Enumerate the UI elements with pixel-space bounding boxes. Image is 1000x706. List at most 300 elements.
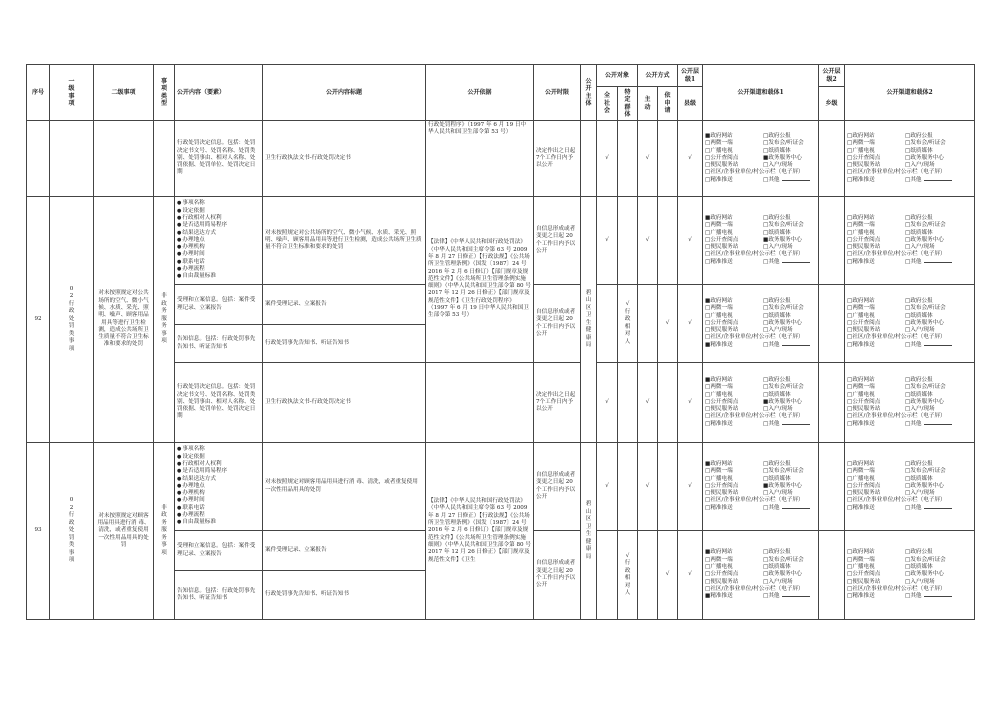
period-cell: 决定作出之日起7个工作日内予以公开 (534, 363, 581, 443)
unchecked-box-icon: □ (847, 236, 853, 243)
other-blank (924, 508, 952, 509)
unchecked-box-icon: □ (905, 154, 911, 161)
target-all-cell: √ (597, 443, 618, 531)
seq-cell (27, 121, 50, 197)
channel-option (705, 169, 819, 176)
unchecked-box-icon: □ (705, 406, 711, 413)
channel-option (847, 392, 905, 399)
list-item: ● 设定依据 (177, 208, 260, 215)
channel-label: 政府公报 (910, 214, 933, 221)
channel-label: 精准推送 (852, 504, 875, 511)
channel-option (705, 413, 819, 420)
unchecked-box-icon: □ (905, 384, 911, 391)
channel-option (705, 305, 763, 312)
table-row (27, 197, 975, 285)
period-cell: 自信息形成或者变更之日起 20 个工作日内予以公开 (534, 197, 581, 285)
channel-label: 公开查阅点 (852, 236, 881, 243)
method-apply-cell (658, 363, 678, 443)
unchecked-box-icon: □ (847, 258, 853, 265)
unchecked-box-icon: □ (705, 162, 711, 169)
other-blank (782, 262, 810, 263)
channel-option (847, 571, 905, 578)
level1-cell: 0 2行政处罚类事项 (50, 443, 94, 620)
list-item: ● 行政相对人权利 (177, 215, 260, 222)
list-item: ● 办理机构 (177, 490, 260, 497)
channel-label: 其他 (910, 258, 922, 265)
channel-label: 两微一端 (710, 140, 733, 147)
channel-label: 公开查阅点 (852, 571, 881, 578)
unchecked-box-icon: □ (705, 556, 711, 563)
header-title: 公开内容标题 (263, 65, 426, 121)
header-target-all: 全社会 (597, 87, 618, 121)
channel-label: 精准推送 (710, 504, 733, 511)
unchecked-box-icon: □ (705, 244, 711, 251)
list-item: ● 办理流程 (177, 266, 260, 273)
period-cell: 决定作出之日起7个工作日内予以公开 (534, 121, 581, 197)
unchecked-box-icon: □ (847, 475, 853, 482)
channel-option (905, 148, 961, 155)
unchecked-box-icon: □ (847, 398, 853, 405)
channel-label: 便民服务站 (710, 327, 739, 334)
other-blank (924, 180, 952, 181)
channels2-cell (845, 197, 975, 285)
channel-label: 政务服务中心 (910, 236, 944, 243)
method-active-cell (638, 285, 658, 363)
unchecked-box-icon: □ (905, 297, 911, 304)
header-subject: 公开主体 (581, 65, 597, 121)
channel-label: 政务服务中心 (910, 398, 944, 405)
list-item: ● 行政相对人权利 (177, 461, 260, 468)
channel-label: 其他 (910, 420, 922, 427)
township-cell (819, 285, 845, 363)
unchecked-box-icon: □ (905, 460, 911, 467)
list-item: ● 自由裁量标准 (177, 519, 260, 526)
unchecked-box-icon: □ (905, 341, 911, 348)
channel-option (763, 140, 819, 147)
channel-label: 政府公报 (768, 549, 791, 556)
county-cell: √ (678, 531, 703, 620)
title-cell: 对未按照规定对公共场所的空气、微小气候、水质、采光、照明、噪声、顾客用品用具等进行卫生检测，造成公共场所卫生质量不符合卫生标准和要求的处罚 (263, 197, 426, 285)
level2-cell (94, 121, 154, 197)
channel-label: 政务服务中心 (768, 482, 802, 489)
unchecked-box-icon: □ (763, 258, 769, 265)
channel-option (705, 230, 763, 237)
unchecked-box-icon: □ (847, 578, 853, 585)
channel-label: 精准推送 (710, 341, 733, 348)
unchecked-box-icon: □ (763, 384, 769, 391)
unchecked-box-icon: □ (905, 258, 911, 265)
basis-cell (426, 363, 534, 443)
unchecked-box-icon: □ (705, 229, 711, 236)
level1-cell (50, 121, 94, 197)
unchecked-box-icon: □ (705, 154, 711, 161)
header-row-1 (27, 65, 975, 87)
target-group-cell (618, 443, 638, 531)
channel-label: 政府公报 (910, 297, 933, 304)
channels2-cell (845, 285, 975, 363)
list-item: ● 办理时间 (177, 497, 260, 504)
county-cell: √ (678, 197, 703, 285)
subject-cell: 碧山区卫生健康局 (581, 443, 597, 620)
channel-label: 便民服务站 (710, 162, 739, 169)
channel-label: 发布会/听证会 (910, 468, 946, 475)
unchecked-box-icon: □ (763, 564, 769, 571)
channel-label: 精准推送 (852, 258, 875, 265)
unchecked-box-icon: □ (847, 154, 853, 161)
type-cell (154, 121, 175, 197)
channel-option (847, 476, 905, 483)
channel-label: 纸质媒体 (910, 147, 933, 154)
unchecked-box-icon: □ (705, 571, 711, 578)
channels2-cell (845, 121, 975, 197)
channel-label: 广播电视 (710, 564, 733, 571)
header-level1: 一级事项 (50, 65, 94, 121)
unchecked-box-icon: □ (905, 398, 911, 405)
channel-option (847, 251, 961, 258)
channel-label: 广播电视 (710, 147, 733, 154)
unchecked-box-icon: □ (705, 413, 711, 420)
method-active-cell: √ (638, 197, 658, 285)
channel-label: 纸质媒体 (910, 564, 933, 571)
unchecked-box-icon: □ (763, 549, 769, 556)
channel-label: 广播电视 (852, 475, 875, 482)
checked-box-icon: ■ (705, 297, 711, 304)
unchecked-box-icon: □ (905, 140, 911, 147)
channel-label: 入户/现场 (910, 490, 935, 497)
list-item: ● 是否适用简易程序 (177, 222, 260, 229)
unchecked-box-icon: □ (905, 468, 911, 475)
channel-label: 政府公报 (910, 376, 933, 383)
other-blank (924, 424, 952, 425)
unchecked-box-icon: □ (847, 162, 853, 169)
seq-cell: 92 (27, 197, 50, 443)
channel-option (705, 148, 763, 155)
unchecked-box-icon: □ (705, 258, 711, 265)
unchecked-box-icon: □ (847, 497, 853, 504)
channel-label: 其他 (768, 176, 780, 183)
basis-cell: 【法律】《中华人民共和国行政处罚法》（中华人民共和国主席令第 63 号 2009 年 8 月 27 日修正）【行政法规】《公共场所卫生管理条例》（国发〔1987〕24 号 2016 年 2 月 6 日修订）【部门规章及规范性文件】《公共场所卫生管理条例实施细则》（中华人民共和国卫生部令第 80 号 2017 年 12 月 26 日修正）【部门规章及规范性文件】《卫生 (426, 443, 534, 620)
channel-label: 政府公报 (768, 460, 791, 467)
unchecked-box-icon: □ (905, 571, 911, 578)
channel-label: 广播电视 (852, 391, 875, 398)
unchecked-box-icon: □ (763, 460, 769, 467)
method-apply-cell (658, 197, 678, 285)
township-cell (819, 443, 845, 531)
channel-label: 政府网站 (852, 214, 875, 221)
channel-label: 纸质媒体 (910, 312, 933, 319)
channel-label: 政务服务中心 (768, 154, 802, 161)
unchecked-box-icon: □ (705, 420, 711, 427)
unchecked-box-icon: □ (763, 214, 769, 221)
header-level-b: 公开层级2 (819, 65, 845, 87)
channel-option (705, 468, 763, 475)
unchecked-box-icon: □ (705, 564, 711, 571)
unchecked-box-icon: □ (847, 406, 853, 413)
header-item-type: 事项类型 (154, 65, 175, 121)
channel-label: 精准推送 (852, 176, 875, 183)
title-cell: 卫生行政执法文书-行政处罚决定书 (263, 121, 426, 197)
channel-label: 社区/企事业单位/村公示栏（电子屏） (710, 413, 804, 420)
channel-label: 政府公报 (910, 549, 933, 556)
unchecked-box-icon: □ (705, 236, 711, 243)
channel-label: 其他 (768, 341, 780, 348)
channel-option (705, 313, 763, 320)
unchecked-box-icon: □ (847, 556, 853, 563)
channel-label: 社区/企事业单位/村公示栏（电子屏） (852, 497, 946, 504)
channel-label: 便民服务站 (852, 327, 881, 334)
channel-label: 广播电视 (710, 475, 733, 482)
channel-label: 公开查阅点 (710, 319, 739, 326)
channel-option (705, 384, 763, 391)
unchecked-box-icon: □ (705, 468, 711, 475)
channel-option (847, 421, 905, 428)
channel-label: 政府公报 (768, 214, 791, 221)
list-item: ● 事项名称 (177, 446, 260, 453)
channel-option (847, 313, 905, 320)
content-cell (175, 443, 263, 531)
method-apply-cell: √ (658, 531, 678, 620)
unchecked-box-icon: □ (905, 327, 911, 334)
channel-option (905, 571, 961, 578)
checked-box-icon: ■ (763, 236, 769, 243)
other-blank (924, 262, 952, 263)
unchecked-box-icon: □ (847, 297, 853, 304)
unchecked-box-icon: □ (705, 147, 711, 154)
method-active-cell: √ (638, 121, 658, 197)
channel-option (763, 230, 819, 237)
channel-label: 政府网站 (852, 460, 875, 467)
channel-label: 公开查阅点 (710, 398, 739, 405)
unchecked-box-icon: □ (905, 319, 911, 326)
channel-label: 便民服务站 (710, 578, 739, 585)
target-group-cell: √行政相对人 (618, 531, 638, 620)
channels2-cell (845, 363, 975, 443)
channel-label: 便民服务站 (852, 490, 881, 497)
level2-cell: 对未按照规定对公共场所的空气、微小气候、水质、采光、照明、噪声、顾客用品用具等进行卫生检测，造成公共场所卫生质量不符合卫生标准和要求的处罚 (94, 197, 154, 443)
unchecked-box-icon: □ (763, 406, 769, 413)
unchecked-box-icon: □ (705, 140, 711, 147)
target-group-cell (618, 197, 638, 285)
unchecked-box-icon: □ (763, 229, 769, 236)
channel-option (905, 557, 961, 564)
channel-label: 政务服务中心 (910, 154, 944, 161)
channel-label: 精准推送 (852, 593, 875, 600)
header-county: 县级 (678, 87, 703, 121)
header-basis: 公开依据 (426, 65, 534, 121)
checked-box-icon: ■ (763, 154, 769, 161)
channel-label: 公开查阅点 (852, 154, 881, 161)
channels1-cell (703, 285, 819, 363)
channel-label: 政府网站 (852, 549, 875, 556)
channel-option (705, 579, 763, 586)
unchecked-box-icon: □ (705, 222, 711, 229)
basis-cell: 【法律】《中华人民共和国行政处罚法》（中华人民共和国主席令第 63 号 2009 年 8 月 27 日修正）【行政法规】《公共场所卫生管理条例》（国发〔1987〕24 号 2016 年 2 月 6 日修订）【部门规章及规范性文件】《公共场所卫生管理条例实施细则》（中华人民共和国卫生部令第 80 号 2017 年 12 月 26 日修正）【部门规章及规范性文件】《卫生行政处罚程序》（1997 年 6 月 19 日中华人民共和国卫生部令第 53 号） (426, 197, 534, 363)
unchecked-box-icon: □ (763, 571, 769, 578)
unchecked-box-icon: □ (763, 305, 769, 312)
channel-option (705, 222, 763, 229)
unchecked-box-icon: □ (763, 140, 769, 147)
channel-label: 两微一端 (852, 384, 875, 391)
unchecked-box-icon: □ (847, 327, 853, 334)
target-all-cell: √ (597, 121, 618, 197)
content-cell: 受理和立案信息。包括：案件受理记录、立案报告 (175, 531, 263, 571)
channel-option (763, 222, 819, 229)
title-cell: 案件受理记录、立案报告 (263, 285, 426, 325)
list-item: ● 是否适用简易程序 (177, 468, 260, 475)
list-item: ● 联系电话 (177, 259, 260, 266)
channel-option (847, 148, 905, 155)
channel-label: 精准推送 (852, 420, 875, 427)
channel-label: 精准推送 (710, 593, 733, 600)
subject-cell: 碧山区卫生健康局 (581, 197, 597, 443)
table-row (27, 443, 975, 531)
method-active-cell: √ (638, 363, 658, 443)
channel-label: 精准推送 (710, 420, 733, 427)
list-item: ● 办理时间 (177, 251, 260, 258)
unchecked-box-icon: □ (905, 376, 911, 383)
unchecked-box-icon: □ (705, 497, 711, 504)
channel-option (905, 140, 961, 147)
unchecked-box-icon: □ (705, 504, 711, 511)
channel-option (763, 579, 819, 586)
channel-option (905, 384, 961, 391)
unchecked-box-icon: □ (847, 376, 853, 383)
channel-option (763, 557, 819, 564)
unchecked-box-icon: □ (763, 244, 769, 251)
channel-label: 政府公报 (768, 376, 791, 383)
unchecked-box-icon: □ (705, 169, 711, 176)
unchecked-box-icon: □ (847, 413, 853, 420)
channel-label: 便民服务站 (852, 244, 881, 251)
channel-option (847, 413, 961, 420)
table-row (27, 121, 975, 197)
channel-label: 两微一端 (852, 222, 875, 229)
unchecked-box-icon: □ (705, 327, 711, 334)
channels1-cell (703, 531, 819, 620)
period-cell: 自信息形成或者变更之日起 20 个工作日内予以公开 (534, 285, 581, 363)
unchecked-box-icon: □ (905, 176, 911, 183)
checked-box-icon: ■ (705, 460, 711, 467)
channel-option (847, 305, 905, 312)
period-cell: 自信息形成或者变更之日起 20 个工作日内予以公开 (534, 531, 581, 620)
unchecked-box-icon: □ (905, 556, 911, 563)
unchecked-box-icon: □ (905, 391, 911, 398)
unchecked-box-icon: □ (905, 305, 911, 312)
unchecked-box-icon: □ (847, 147, 853, 154)
channel-label: 入户/现场 (768, 578, 793, 585)
county-cell: √ (678, 121, 703, 197)
channel-label: 社区/企事业单位/村公示栏（电子屏） (852, 413, 946, 420)
header-channels-1: 公开渠道和载体1 (703, 65, 819, 121)
channel-label: 广播电视 (852, 564, 875, 571)
channel-option (905, 421, 961, 428)
channel-option (763, 148, 819, 155)
unchecked-box-icon: □ (905, 564, 911, 571)
method-active-cell: √ (638, 443, 658, 531)
channel-label: 发布会/听证会 (910, 384, 946, 391)
channel-option (705, 497, 819, 504)
checked-box-icon: ■ (763, 398, 769, 405)
content-cell: 行政处罚决定信息。包括：处罚决定书文号、处罚名称、处罚类别、处罚事由、相对人名称、处罚依据、处罚单位、处罚决定日期 (175, 121, 263, 197)
channel-label: 广播电视 (710, 391, 733, 398)
content-cell: 告知信息。包括：行政处罚事先告知书、听证告知书 (175, 571, 263, 620)
channel-option (905, 392, 961, 399)
unchecked-box-icon: □ (847, 312, 853, 319)
channels1-cell (703, 197, 819, 285)
content-cell (175, 197, 263, 285)
channel-option (847, 342, 905, 349)
basis-cell: 行政处罚程序》（1997 年 6 月 19 日中华人民共和国卫生部令第 53 号） (426, 121, 534, 197)
other-blank (782, 508, 810, 509)
unchecked-box-icon: □ (705, 384, 711, 391)
list-item: ● 结果送达方式 (177, 476, 260, 483)
unchecked-box-icon: □ (905, 162, 911, 169)
checked-box-icon: ■ (705, 376, 711, 383)
title-cell: 行政处罚事先告知书、听证告知书 (263, 571, 426, 620)
unchecked-box-icon: □ (705, 475, 711, 482)
channel-label: 发布会/听证会 (768, 222, 804, 229)
channel-label: 政府网站 (710, 214, 733, 221)
unchecked-box-icon: □ (705, 482, 711, 489)
period-cell: 自信息形成或者变更之日起 20 个工作日内予以公开 (534, 443, 581, 531)
channel-label: 纸质媒体 (910, 391, 933, 398)
channel-label: 入户/现场 (910, 244, 935, 251)
unchecked-box-icon: □ (763, 147, 769, 154)
channel-label: 其他 (910, 176, 922, 183)
channel-label: 广播电视 (710, 312, 733, 319)
channel-label: 政务服务中心 (768, 571, 802, 578)
other-blank (924, 596, 952, 597)
unchecked-box-icon: □ (847, 341, 853, 348)
unchecked-box-icon: □ (847, 504, 853, 511)
channel-option (705, 177, 763, 184)
unchecked-box-icon: □ (905, 549, 911, 556)
unchecked-box-icon: □ (763, 504, 769, 511)
target-group-cell (618, 363, 638, 443)
unchecked-box-icon: □ (905, 420, 911, 427)
unchecked-box-icon: □ (763, 162, 769, 169)
channel-label: 公开查阅点 (710, 236, 739, 243)
subject-cell (581, 121, 597, 197)
channel-option (905, 342, 961, 349)
channel-option (847, 384, 905, 391)
channel-label: 公开查阅点 (852, 319, 881, 326)
unchecked-box-icon: □ (847, 244, 853, 251)
channel-label: 两微一端 (852, 305, 875, 312)
unchecked-box-icon: □ (905, 214, 911, 221)
unchecked-box-icon: □ (847, 169, 853, 176)
channel-option (905, 313, 961, 320)
channel-option (763, 571, 819, 578)
channel-option (705, 593, 763, 600)
channel-label: 两微一端 (710, 384, 733, 391)
channels1-cell (703, 443, 819, 531)
channel-label: 便民服务站 (852, 578, 881, 585)
channels1-cell (703, 121, 819, 197)
type-cell: 非政务服务事项 (154, 197, 175, 443)
channel-label: 纸质媒体 (768, 147, 791, 154)
target-all-cell: √ (597, 363, 618, 443)
header-seq: 序号 (27, 65, 50, 121)
unchecked-box-icon: □ (763, 556, 769, 563)
channel-label: 广播电视 (710, 229, 733, 236)
township-cell (819, 531, 845, 620)
channel-label: 政府网站 (710, 376, 733, 383)
channel-label: 政府网站 (852, 297, 875, 304)
channel-label: 社区/企事业单位/村公示栏（电子屏） (710, 334, 804, 341)
channel-option (905, 222, 961, 229)
channel-label: 其他 (768, 593, 780, 600)
